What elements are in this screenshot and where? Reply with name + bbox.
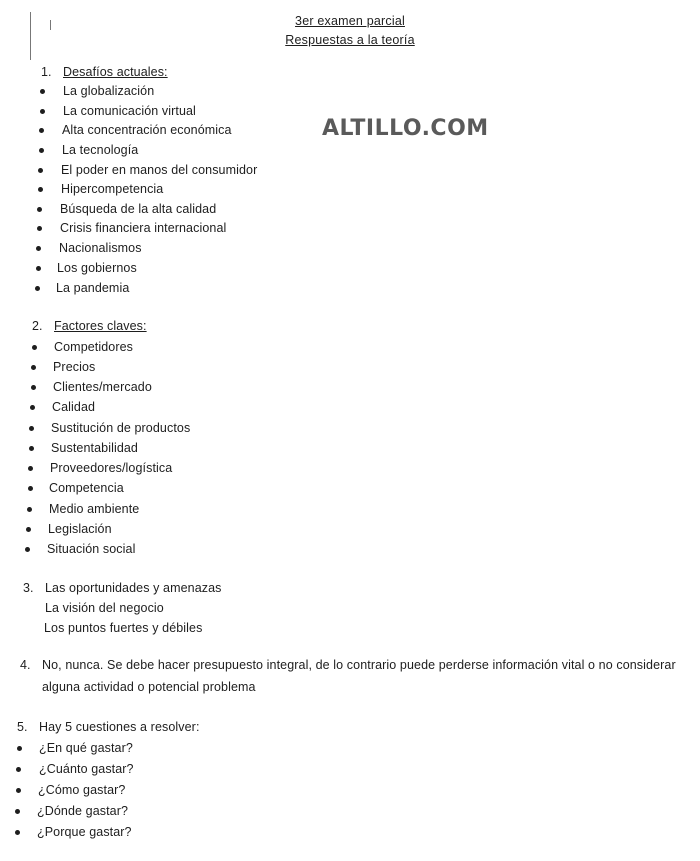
section-2-heading [32,319,147,333]
section-number: 5. [17,720,28,734]
section-1-heading [41,65,168,79]
answer-text: No, nunca. Se debe hacer presupuesto integral, de lo contrario puede perderse información vital o no considerar [42,658,676,672]
list-item: ¿Dónde gastar? [37,804,129,818]
bullet [27,507,32,512]
list-item: ¿Porque gastar? [37,825,132,839]
section-heading: Desafíos actuales: [63,65,168,79]
section-4-line [20,658,676,672]
bullet [40,109,45,114]
bullet [28,486,33,491]
section-heading: Factores claves: [54,319,147,333]
bullet [29,446,34,451]
bullet [25,547,30,552]
list-item: Búsqueda de la alta calidad [60,202,217,216]
list-item: Legislación [48,522,112,536]
exam-title: 3er examen parcial [295,14,405,28]
bullet [38,168,43,173]
list-item: Crisis financiera internacional [60,221,227,235]
list-item: Proveedores/logística [50,461,173,475]
list-item: Nacionalismos [59,241,142,255]
list-item: La globalización [63,84,155,98]
list-item: Calidad [52,400,96,414]
list-item: La tecnología [62,143,139,157]
answer-text: La visión del negocio [45,601,164,615]
bullet [37,226,42,231]
bullet [39,128,44,133]
list-item: ¿En qué gastar? [39,741,133,755]
list-item: Sustitución de productos [51,421,191,435]
list-item: Medio ambiente [49,502,140,516]
bullet [30,405,35,410]
answer-text: Los puntos fuertes y débiles [44,621,203,635]
section-3-line [23,581,222,595]
section-5-heading [17,720,200,734]
list-item: Clientes/mercado [53,380,152,394]
answer-text: Las oportunidades y amenazas [45,581,222,595]
section-number: 2. [32,319,43,333]
bullet [15,809,20,814]
list-item: Competencia [49,481,124,495]
bullet [35,286,40,291]
bullet [32,345,37,350]
list-item: Los gobiernos [57,261,137,275]
bullet [16,767,21,772]
list-item: La pandemia [56,281,130,295]
bullet [26,527,31,532]
list-item: Sustentabilidad [51,441,138,455]
bullet [31,365,36,370]
bullet [36,246,41,251]
list-item: Alta concentración económica [62,123,232,137]
bullet [37,207,42,212]
list-item: ¿Cuánto gastar? [39,762,134,776]
list-item: Competidores [54,340,134,354]
watermark: ALTILLO.COM [322,116,489,141]
answer-text: alguna actividad o potencial problema [42,680,256,694]
bullet [31,385,36,390]
bullet [17,746,22,751]
bullet [28,466,33,471]
bullet [29,426,34,431]
bullet [38,187,43,192]
list-item: ¿Cómo gastar? [38,783,126,797]
list-item: Precios [53,360,96,374]
bullet [36,266,41,271]
bullet [39,148,44,153]
list-item: Hipercompetencia [61,182,164,196]
bullet [15,830,20,835]
section-number: 4. [20,658,31,672]
bullet [16,788,21,793]
section-heading: Hay 5 cuestiones a resolver: [39,720,200,734]
list-item: Situación social [47,542,136,556]
list-item: La comunicación virtual [63,104,196,118]
section-number: 1. [41,65,52,79]
section-number: 3. [23,581,34,595]
list-item: El poder en manos del consumidor [61,163,258,177]
bullet [40,89,45,94]
exam-subtitle: Respuestas a la teoría [285,33,415,47]
